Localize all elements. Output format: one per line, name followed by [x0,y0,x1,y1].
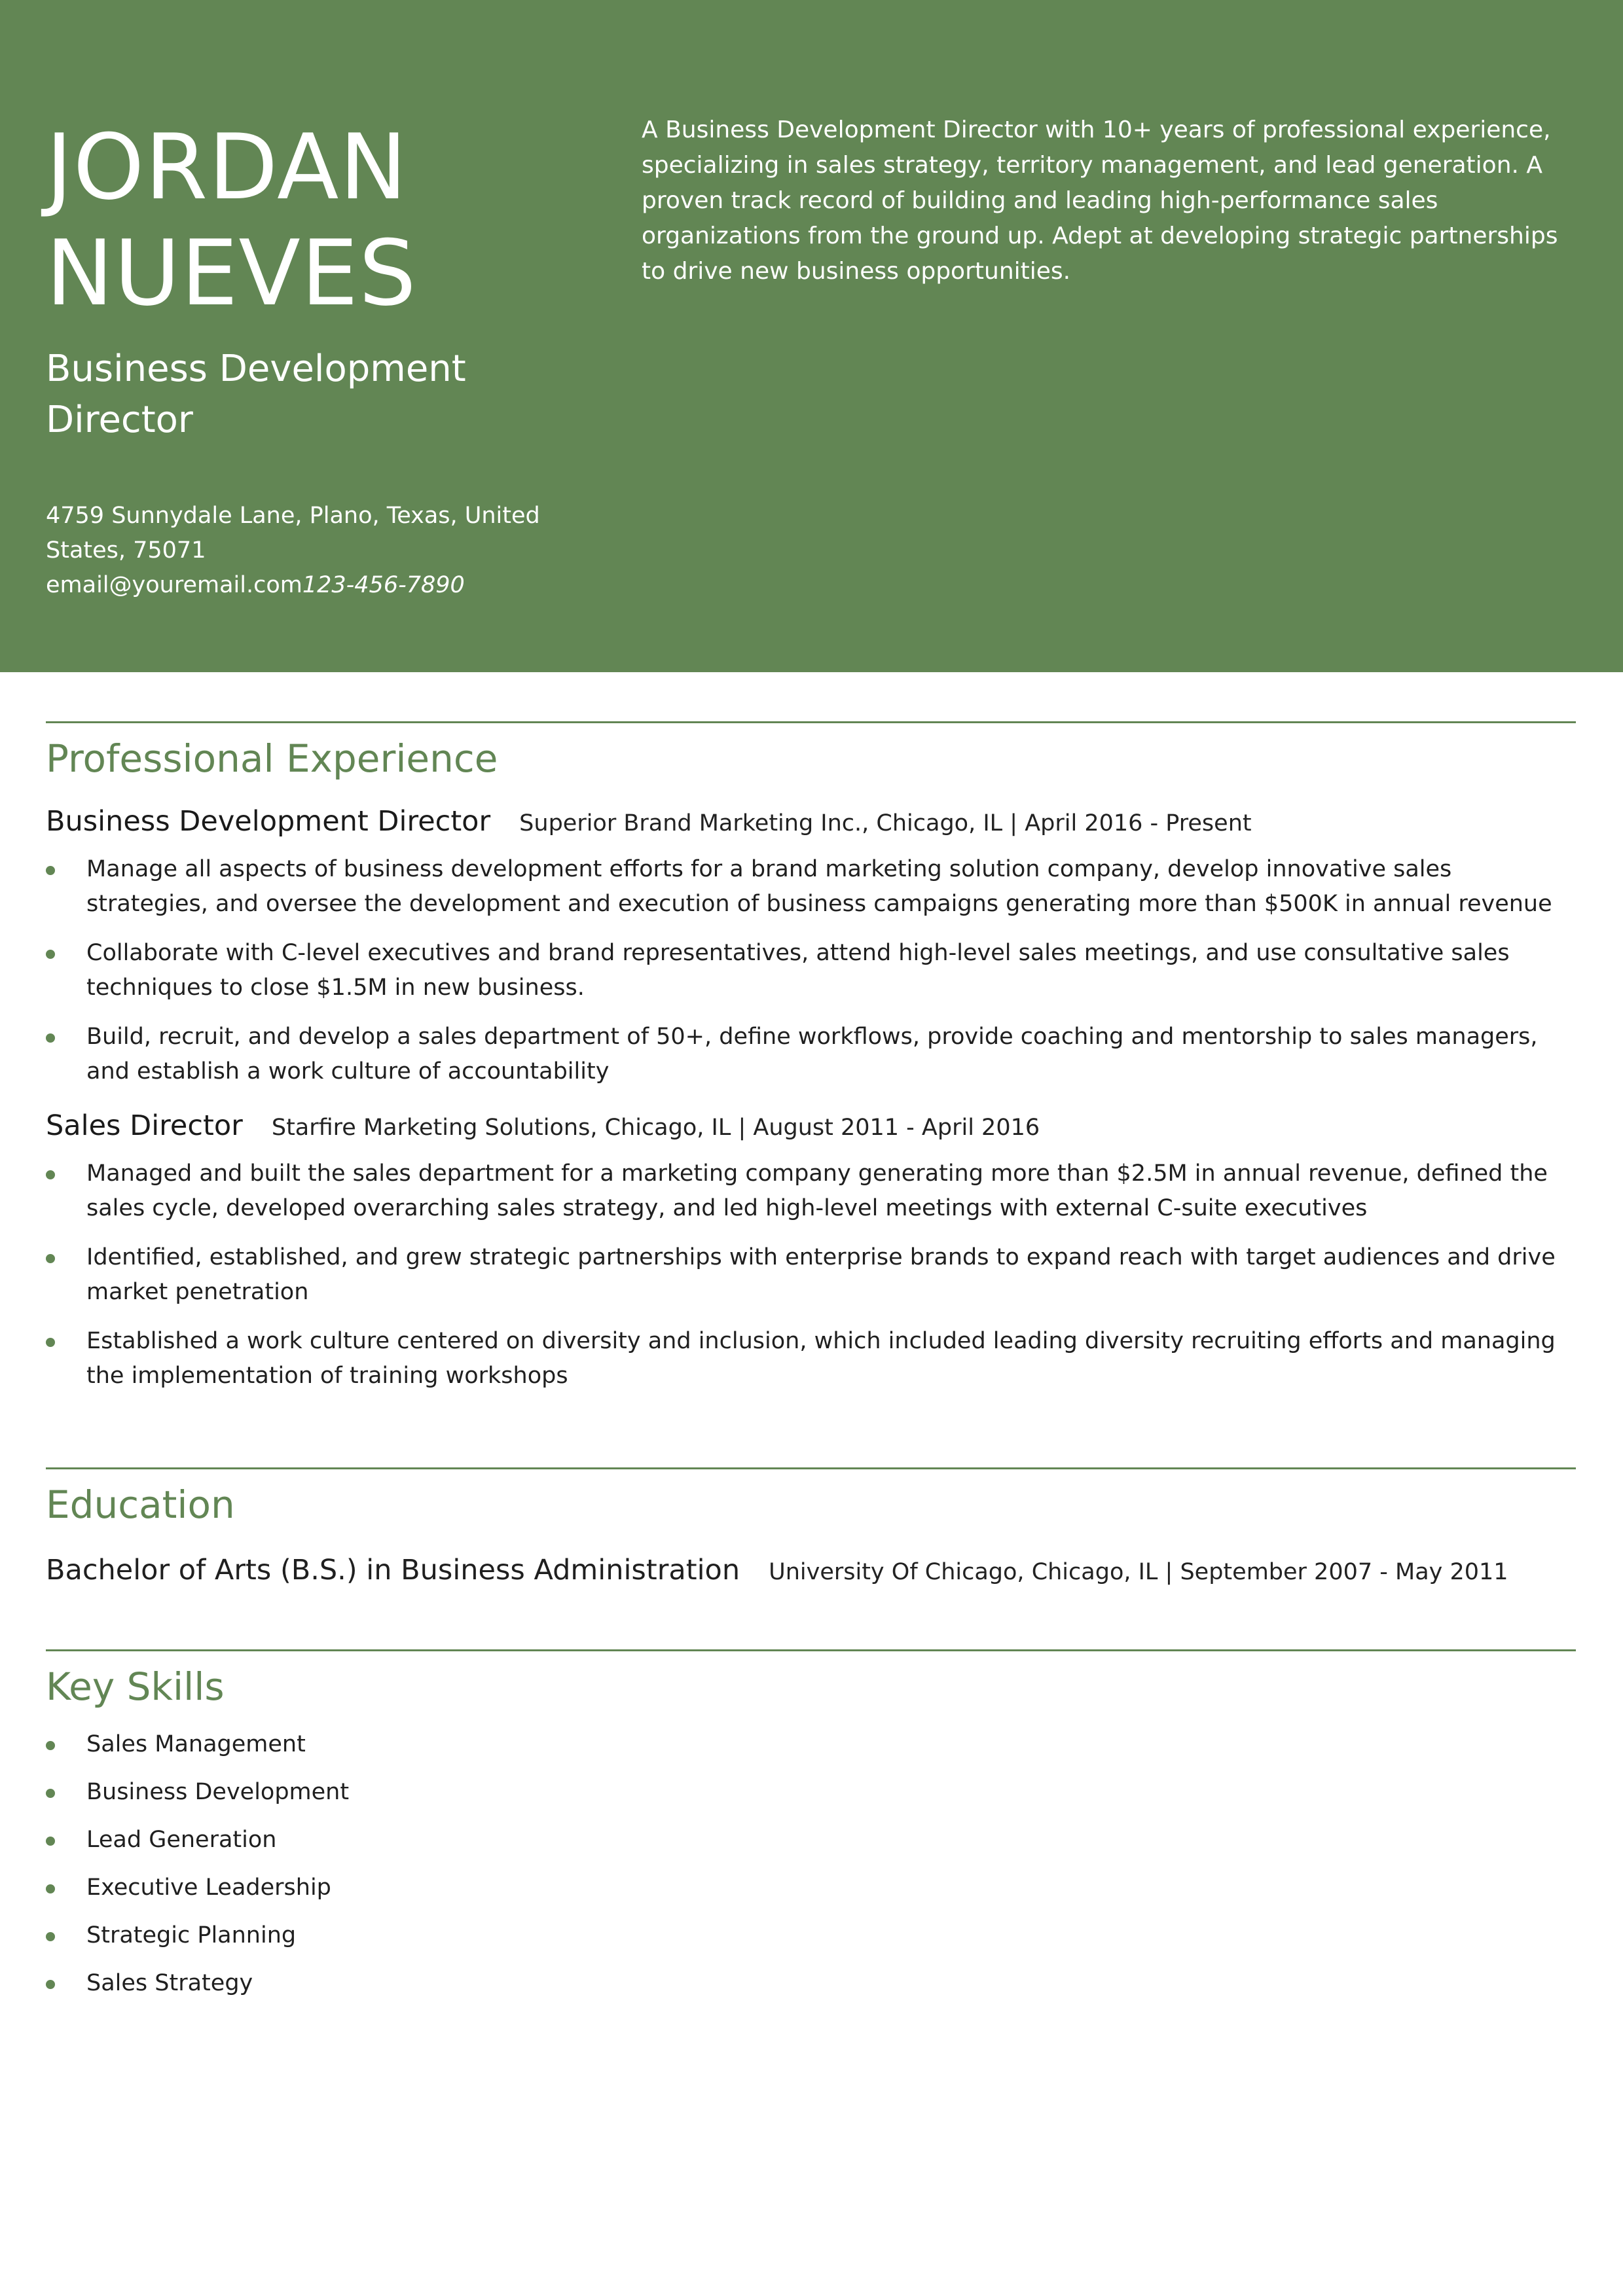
job-header [46,1106,1576,1147]
education-section [46,1467,1576,1592]
job-entry [46,1106,1576,1393]
skill-text: Sales Strategy [86,1970,253,1996]
bullet-dot-icon [46,1170,55,1179]
bullet-dot-icon [46,1980,55,1989]
skills-section [46,1649,1576,2014]
phone: 123-456-7890 [302,572,465,598]
bullet-text: Identified, established, and grew strategic partnerships with enterprise brands to expand reach with target audiences and drive market penetration [86,1244,1556,1305]
degree: Bachelor of Arts (B.S.) in Business Administration [46,1554,740,1587]
job-role: Business Development Director [46,805,491,838]
bullet-item [46,1240,1576,1310]
job-bullets [46,1157,1576,1393]
candidate-name [46,115,417,327]
email: email@youremail.com [46,572,302,598]
bullet-item [46,936,1576,1005]
bullet-text: Established a work culture centered on diversity and inclusion, which included leading diversity recruiting efforts and managing the implementation of training workshops [86,1328,1556,1389]
bullet-text: Collaborate with C-level executives and brand representatives, attend high-level sales meetings, and use consultative sales techniques to close $1.5M in new business. [86,940,1510,1001]
job-entry [46,802,1576,1089]
skill-text: Sales Management [86,1731,306,1757]
bullet-dot-icon [46,866,55,875]
skills-heading: Key Skills [46,1664,225,1709]
skills-list [46,1727,1576,2001]
job-meta: Superior Brand Marketing Inc., Chicago, IL | April 2016 - Present [519,810,1252,836]
skill-item [46,1823,1576,1857]
bullet-item [46,1157,1576,1226]
bullet-dot-icon [46,1884,55,1893]
section-divider [46,1467,1576,1469]
header-banner [0,0,1623,672]
bullet-dot-icon [46,1932,55,1941]
skill-text: Strategic Planning [86,1922,297,1948]
bullet-dot-icon [46,950,55,959]
bullet-dot-icon [46,1837,55,1846]
bullet-text: Build, recruit, and develop a sales department of 50+, define workflows, provide coaching and mentorship to sales managers, and establish a work culture of accountability [86,1024,1538,1085]
contact-info [46,499,543,603]
bullet-dot-icon [46,1338,55,1347]
skill-item [46,1727,1576,1762]
experience-heading: Professional Experience [46,736,498,781]
job-header [46,802,1576,843]
bullet-item [46,1324,1576,1393]
experience-section [46,721,1576,1408]
section-divider [46,1649,1576,1651]
bullet-dot-icon [46,1741,55,1750]
skill-item [46,1871,1576,1905]
bullet-text: Managed and built the sales department for a marketing company generating more than $2.5M in annual revenue, defined the sales cycle, developed overarching sales strategy, and led high-level meetings with external C-suite executives [86,1160,1548,1221]
section-divider [46,721,1576,723]
education-meta: University Of Chicago, Chicago, IL | September 2007 - May 2011 [769,1559,1508,1585]
skill-text: Executive Leadership [86,1874,331,1901]
last-name: NUEVES [46,221,417,326]
first-name: JORDAN [46,115,408,220]
skill-text: Business Development [86,1779,350,1805]
job-meta: Starfire Marketing Solutions, Chicago, IL | August 2011 - April 2016 [271,1115,1040,1141]
bullet-item [46,852,1576,922]
skill-item [46,1775,1576,1810]
skill-text: Lead Generation [86,1827,277,1853]
profile-summary: A Business Development Director with 10+ years of professional experience, specializing in sales strategy, territory management, and lead generation. A proven track record of building and leading high-performance sales organizations from the ground up. Adept at developing strategic partnerships to drive new business opportunities. [642,117,1558,285]
education-heading: Education [46,1482,235,1527]
bullet-dot-icon [46,1789,55,1798]
skill-item [46,1966,1576,2001]
bullet-dot-icon [46,1254,55,1263]
address: 4759 Sunnydale Lane, Plano, Texas, United States, 75071 [46,503,540,564]
bullet-item [46,1020,1576,1089]
bullet-dot-icon [46,1033,55,1043]
bullet-text: Manage all aspects of business development efforts for a brand marketing solution company, develop innovative sales strategies, and oversee the development and execution of business campaigns generating more than $500K in annual revenue [86,856,1552,917]
candidate-title: Business Development Director [46,348,466,441]
job-role: Sales Director [46,1109,243,1142]
job-bullets [46,852,1576,1089]
email-phone-line [46,568,543,603]
education-entry [46,1551,1576,1592]
skill-item [46,1918,1576,1953]
